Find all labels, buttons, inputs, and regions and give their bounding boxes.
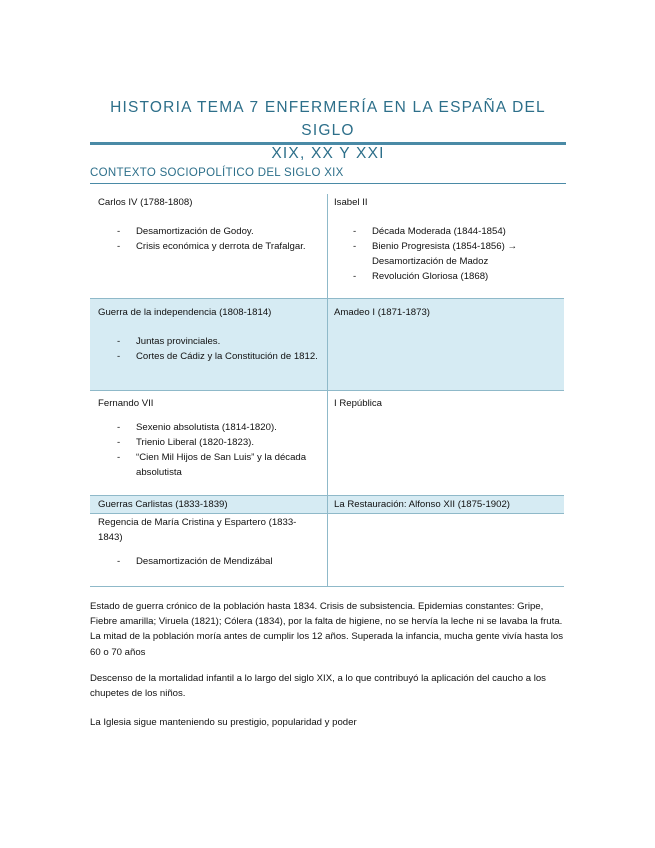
list-dash: -	[117, 336, 121, 347]
cell-heading: Regencia de María Cristina y Espartero (1833-1843)	[98, 517, 297, 543]
list-item: - “Cien Mil Hijos de San Luis” y la década absolutista	[117, 452, 307, 478]
list-dash: -	[353, 241, 357, 252]
section-heading: CONTEXTO SOCIOPOLÍTICO DEL SIGLO XIX	[90, 167, 344, 179]
list-dash: -	[117, 452, 121, 463]
table-cell	[327, 299, 564, 390]
cell-heading: Fernando VII	[98, 398, 154, 409]
paragraph: La Iglesia sigue manteniendo su prestigio, popularidad y poder	[90, 717, 357, 728]
title-line-1: HISTORIA TEMA 7 ENFERMERÍA EN LA ESPAÑA DEL SIGLO	[110, 99, 546, 139]
table-cell	[90, 391, 327, 495]
list-dash: -	[117, 556, 121, 567]
table-row	[90, 391, 564, 495]
table-row	[90, 298, 564, 391]
title-underline	[90, 142, 566, 145]
table-cell	[327, 496, 564, 513]
cell-list	[98, 334, 319, 364]
list-item: - Desamortización de Mendizábal	[117, 556, 273, 567]
list-dash: -	[117, 422, 121, 433]
list-item: - Juntas provinciales.	[117, 336, 221, 347]
title-line-2: XIX, XX Y XXI	[271, 145, 385, 162]
list-item: - Década Moderada (1844-1854)	[353, 226, 506, 237]
cell-list	[98, 420, 319, 480]
list-item: - Crisis económica y derrota de Trafalgar.	[117, 241, 306, 252]
cell-heading: La Restauración: Alfonso XII (1875-1902)	[334, 499, 510, 510]
cell-heading: Guerra de la independencia (1808-1814)	[98, 307, 272, 318]
table-cell	[327, 194, 564, 298]
cell-heading: Guerras Carlistas (1833-1839)	[98, 499, 228, 510]
paragraph: Descenso de la mortalidad infantil a lo largo del siglo XIX, a lo que contribuyó la aplicación del caucho a los chupetes de los niños.	[90, 673, 546, 700]
cell-heading: I República	[334, 398, 382, 409]
history-table	[90, 194, 564, 587]
table-cell	[90, 514, 327, 586]
table-cell	[90, 496, 327, 513]
list-dash: -	[117, 226, 121, 237]
list-dash: -	[117, 437, 121, 448]
cell-list	[334, 224, 556, 284]
list-item: - Sexenio absolutista (1814-1820).	[117, 422, 277, 433]
cell-list	[98, 554, 319, 569]
table-row	[90, 194, 564, 298]
cell-heading: Carlos IV (1788-1808)	[98, 197, 193, 208]
section-underline	[90, 183, 566, 184]
table-row	[90, 495, 564, 514]
document-title	[90, 96, 566, 165]
list-dash: -	[353, 271, 357, 282]
table-cell	[327, 391, 564, 495]
list-dash: -	[117, 351, 121, 362]
list-item: - Revolución Gloriosa (1868)	[353, 271, 489, 282]
table-cell	[327, 514, 564, 586]
list-item: - Bienio Progresista (1854-1856) → Desamortización de Madoz	[353, 241, 518, 267]
list-dash: -	[117, 241, 121, 252]
cell-heading: Amadeo I (1871-1873)	[334, 307, 430, 318]
paragraph: Estado de guerra crónico de la población hasta 1834. Crisis de subsistencia. Epidemias constantes: Gripe, Fiebre amarilla; Viruela (1821); Cólera (1834), por la falta de higiene, no se hervía la leche ni se lavaba la fruta. La mitad de la población moría antes de cumplir los 12 años. Superada la infancia, mucha gente vivía hasta los 60 o 70 años	[90, 601, 564, 658]
list-item: - Trienio Liberal (1820-1823).	[117, 437, 255, 448]
table-cell	[90, 194, 327, 298]
list-dash: -	[353, 226, 357, 237]
list-item: - Desamortización de Godoy.	[117, 226, 254, 237]
cell-heading: Isabel II	[334, 197, 368, 208]
table-row	[90, 514, 564, 587]
table-cell	[90, 299, 327, 390]
list-item: - Cortes de Cádiz y la Constitución de 1812.	[117, 351, 318, 362]
cell-list	[98, 224, 319, 254]
